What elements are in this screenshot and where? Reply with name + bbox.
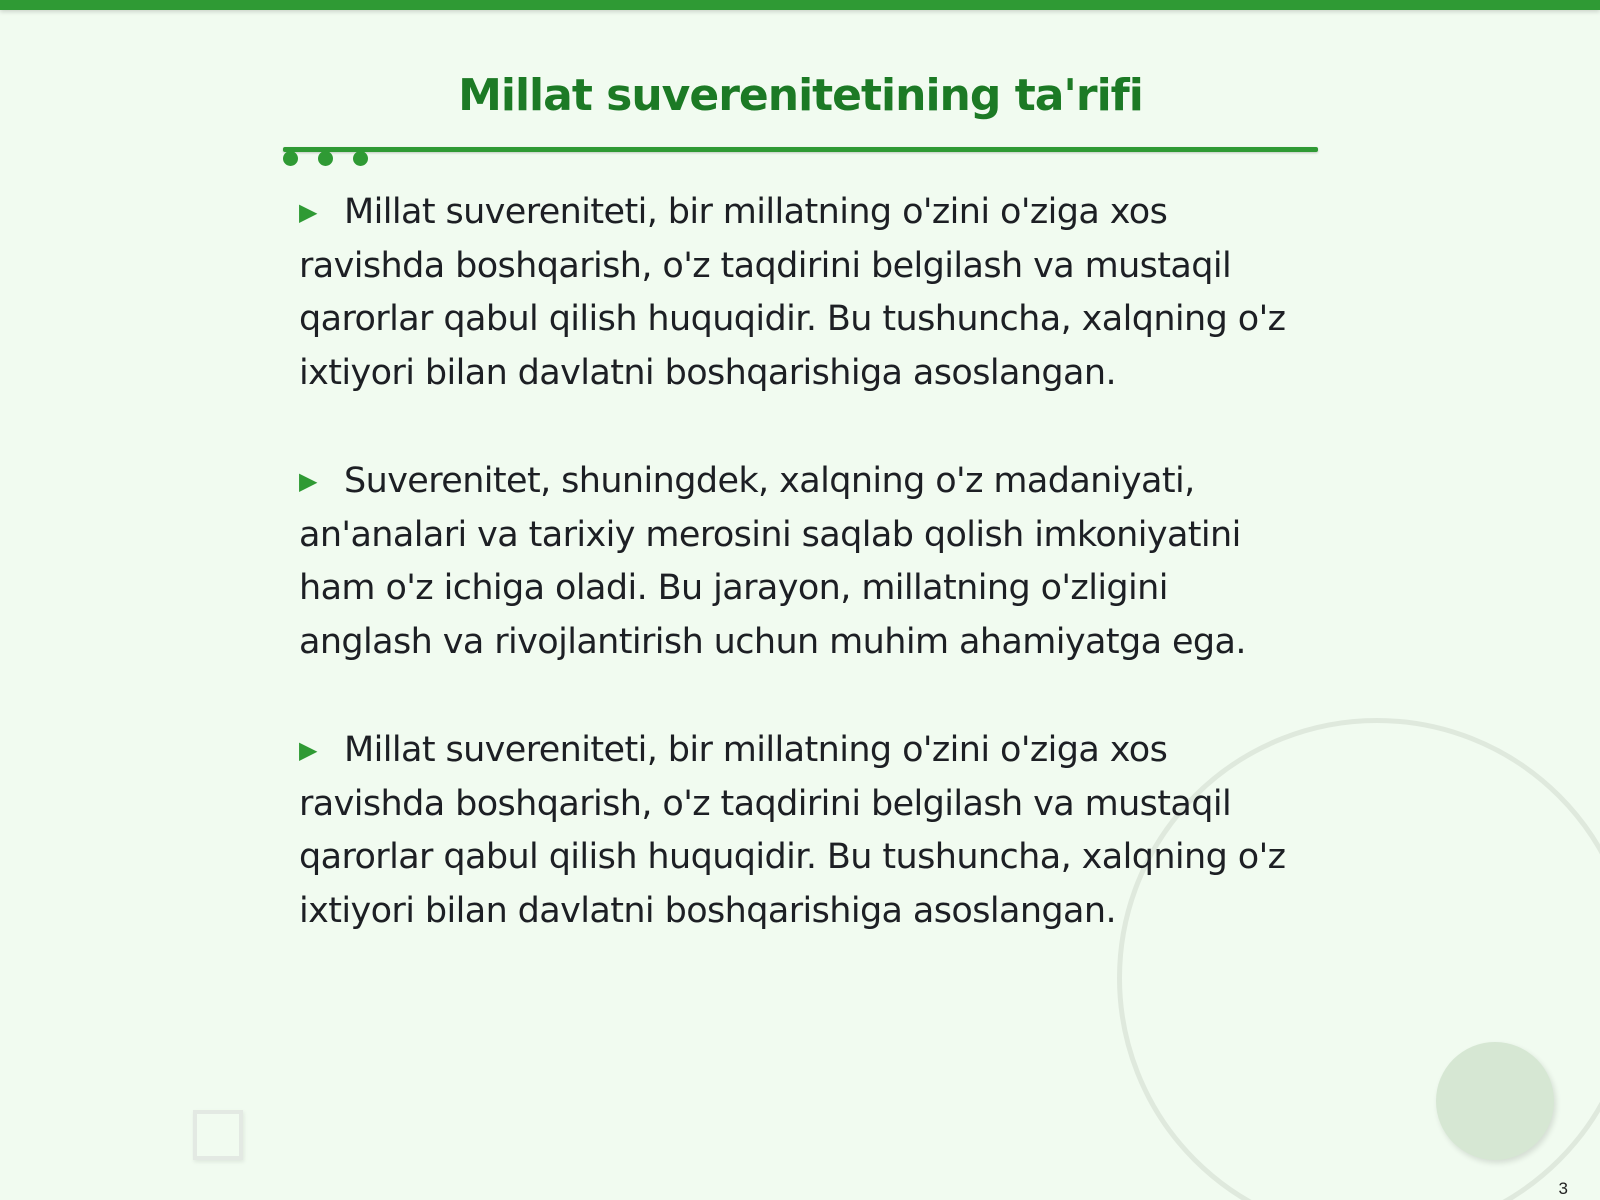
title-underline	[283, 147, 1318, 152]
decorative-dot	[318, 151, 333, 166]
bullet-arrow-icon: ▶	[299, 467, 317, 495]
bullet-paragraph	[299, 186, 1309, 400]
bullet-paragraph	[299, 724, 1309, 938]
slide-title: Millat suverenitetining ta'rifi	[458, 70, 1143, 121]
top-accent-bar	[0, 0, 1600, 10]
decorative-dot	[283, 151, 298, 166]
paragraph-text: Millat suvereniteti, bir millatning o'zini o'ziga xos ravishda boshqarish, o'z taqdirini belgilash va mustaqil qarorlar qabul qilish huquqidir. Bu tushuncha, xalqning o'z ixtiyori bilan davlatni boshqarishiga asoslangan.	[299, 730, 1286, 931]
bullet-paragraph	[299, 455, 1309, 669]
paragraph-text: Suverenitet, shuningdek, xalqning o'z madaniyati, an'analari va tarixiy merosini saqlab qolish imkoniyatini ham o'z ichiga oladi. Bu jarayon, millatning o'zligini anglash va rivojlantirish uchun muhim ahamiyatga ega.	[299, 461, 1246, 662]
page-number: 3	[1558, 1179, 1568, 1198]
bullet-list	[299, 186, 1309, 993]
decorative-dot	[353, 151, 368, 166]
decorative-circle	[1436, 1042, 1554, 1160]
paragraph-text: Millat suvereniteti, bir millatning o'zini o'ziga xos ravishda boshqarish, o'z taqdirini belgilash va mustaqil qarorlar qabul qilish huquqidir. Bu tushuncha, xalqning o'z ixtiyori bilan davlatni boshqarishiga asoslangan.	[299, 192, 1286, 393]
bullet-arrow-icon: ▶	[299, 198, 317, 226]
decorative-square	[193, 1110, 243, 1160]
bullet-arrow-icon: ▶	[299, 736, 317, 764]
